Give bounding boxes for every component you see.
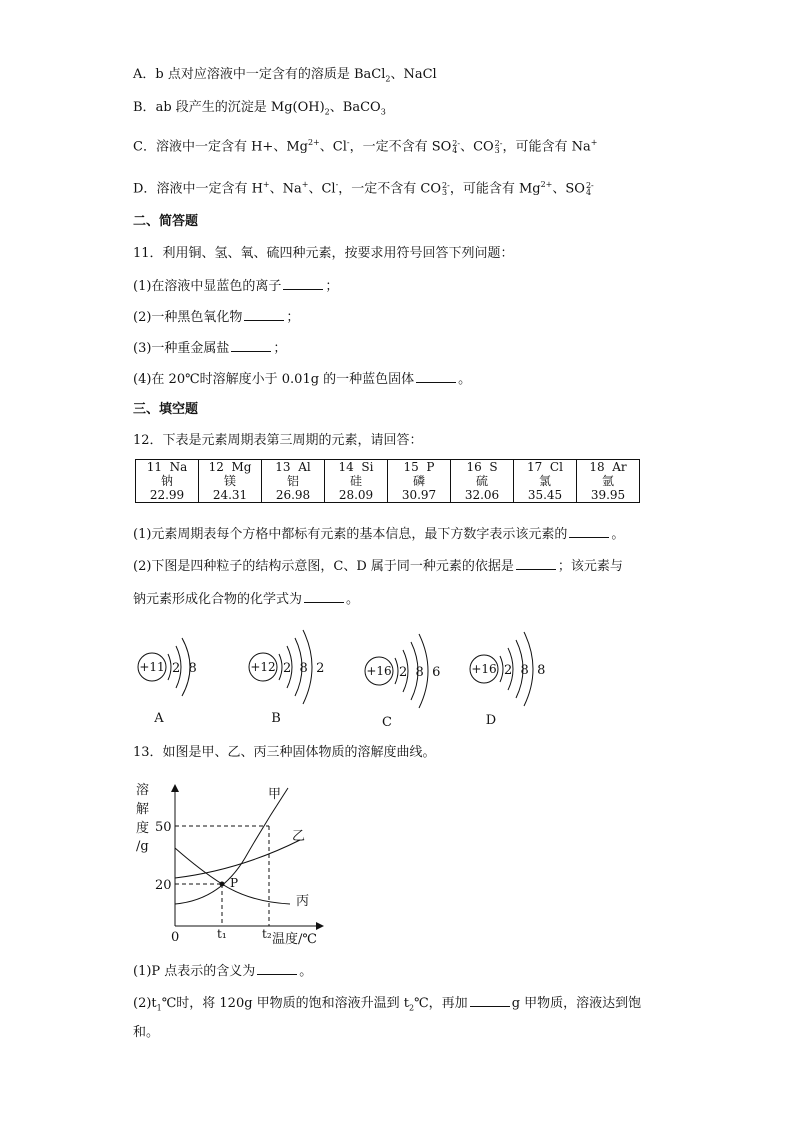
answer-blank[interactable] [283,276,323,290]
q13-part2 [133,993,641,1018]
option-c[interactable] [133,134,597,156]
element-name: 磷 [412,474,425,488]
electron-shell [500,656,503,682]
superscript: + [301,180,309,189]
punct: 。 [346,592,360,607]
option-b[interactable] [133,99,386,122]
x-axis-arrow [316,922,324,930]
option-c-mid3: 、CO [460,139,494,155]
y-label-char: 解 [136,802,150,817]
option-d[interactable] [133,176,594,198]
charge: 2- [494,138,503,148]
superscript: - [335,180,339,189]
x-axis-label: 温度/℃ [272,932,317,947]
y-tick-label: 20 [155,878,172,893]
option-b-label: B． [133,100,156,115]
solubility-chart [0,778,794,948]
q11-part1 [133,276,338,296]
option-d-label: D． [133,181,157,197]
subscript: 3 [442,187,448,197]
answer-blank[interactable] [257,961,297,975]
element-number-symbol: 18 Ar [589,460,627,474]
superscript: + [262,180,270,189]
charge: 2- [442,180,450,190]
answer-blank[interactable] [470,993,510,1007]
q11-stem: 11．利用铜、氢、氧、硫四种元素，按要求用符号回答下列问题： [133,246,514,261]
section-title-short-answer: 二、简答题 [133,214,199,229]
q13-stem: 13．如图是甲、乙、丙三种固体物质的溶解度曲线。 [133,745,436,760]
element-cell [325,460,388,503]
subscript: 3 [380,107,386,117]
q13-part1-text: (1)P 点表示的含义为 [133,964,256,979]
element-name: 钠 [160,474,173,488]
element-cell [199,460,262,503]
element-mass: 26.98 [275,488,311,502]
q11-part4-text: (4)在 20℃时溶解度小于 0.01g 的一种蓝色固体 [133,372,415,387]
element-name: 氯 [538,474,551,488]
q12-part2-text: (2)下图是四种粒子的结构示意图，C、D 属于同一种元素的依据是 [133,559,514,574]
option-a-rest: 、NaCl [390,67,437,82]
q13-part1 [133,961,312,981]
series-label-yi: 乙 [292,829,306,844]
q13-part2-mid2: ℃，再加 [414,996,468,1011]
element-cell [136,460,199,503]
subscript: 3 [494,145,500,155]
diagram-label: B [271,711,281,726]
punct: 。 [299,964,313,979]
nucleus-charge: +12 [250,660,276,674]
option-c-label: C． [133,139,156,155]
punct: ； [286,310,300,325]
punct: 。 [458,372,472,387]
atom-diagram-d [470,632,545,728]
subscript: 4 [452,145,458,155]
answer-blank[interactable] [244,307,284,321]
so4-ion-charge [586,182,594,196]
atom-diagram-b [249,630,324,726]
diagram-label: A [154,711,164,726]
option-d-mid5: 、SO [552,181,585,197]
punct: ； [273,341,287,356]
element-cell [514,460,577,503]
charge: 2- [585,180,594,190]
element-mass: 28.09 [338,488,374,502]
superscript: 2+ [540,180,553,189]
element-mass: 30.97 [401,488,437,502]
element-cell [451,460,514,503]
element-number-symbol: 13 Al [275,460,311,474]
series-label-bing: 丙 [296,894,310,909]
q11-part4 [133,369,471,389]
answer-blank[interactable] [304,589,344,603]
q12-part2-wrap [133,589,359,609]
element-number-symbol: 11 Na [146,460,188,474]
option-c-end: ，可能含有 Na [502,139,591,155]
option-d-text: 溶液中一定含有 H [156,181,263,197]
electron-counts: 2 8 2 [283,661,325,676]
series-label-jia: 甲 [268,787,282,802]
q13-part2-end: g 甲物质，溶液达到饱 [511,996,642,1011]
periodic-table-row [135,459,640,503]
element-mass: 32.06 [464,488,500,502]
electron-counts: 2 8 8 [504,663,546,678]
y-axis-label [136,782,149,854]
q12-part2-cont: ；该元素与 [557,559,623,574]
answer-blank[interactable] [231,338,271,352]
option-d-mid1: 、Na [269,181,302,197]
electron-shell [279,654,282,680]
q11-part2-text: (2)一种黑色氧化物 [133,310,243,325]
option-c-text: 溶液中一定含有 H+、Mg [155,139,308,155]
q12-part2b-text: 钠元素形成化合物的化学式为 [133,592,303,607]
element-mass: 35.45 [527,488,563,502]
section-title-fill-in: 三、填空题 [133,402,199,417]
q12-part2 [133,556,623,576]
nucleus-charge: +16 [471,662,497,676]
option-c-mid1: 、Cl [319,139,347,155]
element-name: 铝 [286,474,299,488]
diagram-label: C [382,715,392,730]
option-a-text: b 点对应溶液中一定含有的溶质是 BaCl [155,67,386,82]
so4-ion-charge [452,140,460,154]
q11-part2 [133,307,299,327]
option-a-label: A． [133,67,156,82]
q12-part1-text: (1)元素周期表每个方格中都标有元素的基本信息，最下方数字表示该元素的 [133,527,568,542]
option-d-mid3: ，一定不含有 CO [338,181,442,197]
x-tick-label: t₁ [217,927,227,941]
element-number-symbol: 15 P [403,460,435,474]
element-number-symbol: 12 Mg [208,460,252,474]
y-label-char: /g [136,839,149,854]
element-name: 硅 [349,474,362,488]
answer-blank[interactable] [516,556,556,570]
element-mass: 24.31 [212,488,248,502]
element-number-symbol: 17 Cl [527,460,563,474]
q12-stem: 12．下表是元素周期表第三周期的元素，请回答： [133,433,423,448]
option-c-mid2: ，一定不含有 SO [349,139,452,155]
electron-counts: 2 8 6 [399,665,441,680]
element-cell [577,460,640,503]
option-b-mid: 、BaCO [329,100,381,115]
intersection-point-p [220,882,225,887]
point-label: P [230,876,239,890]
q11-part3-text: (3)一种重金属盐 [133,341,230,356]
superscript: 2+ [307,138,320,147]
electron-shell [168,654,171,680]
superscript: - [346,138,350,147]
nucleus-charge: +16 [366,664,392,678]
punct: ； [325,279,339,294]
element-name: 硫 [475,474,488,488]
subscript: 2 [324,107,330,117]
y-label-char: 度 [136,821,150,836]
charge: 2- [452,138,461,148]
x-tick-label: t₂ [262,927,272,941]
electron-shell [395,658,398,684]
q13-part2-text: (2)t [133,996,157,1011]
element-mass: 39.95 [590,488,626,502]
answer-blank[interactable] [569,524,609,538]
diagram-label: D [485,713,497,728]
element-name: 镁 [223,474,236,488]
table-row [136,460,640,503]
element-name: 氩 [601,474,614,488]
element-cell [388,460,451,503]
subscript: 2 [409,1003,415,1013]
punct: 。 [611,527,625,542]
y-tick-label: 50 [155,820,172,835]
q13-part2-mid: ℃时，将 120g 甲物质的饱和溶液升温到 t [161,996,410,1011]
q11-part1-text: (1)在溶液中显蓝色的离子 [133,279,282,294]
element-cell [262,460,325,503]
nucleus-charge: +11 [139,660,165,674]
y-axis-arrow [171,784,179,792]
subscript: 1 [156,1003,162,1013]
option-a[interactable] [133,66,437,89]
option-b-text: ab 段产生的沉淀是 Mg(OH) [155,100,325,115]
element-number-symbol: 14 Si [338,460,374,474]
option-d-mid4: ，可能含有 Mg [449,181,541,197]
atom-diagram-a [138,638,197,726]
element-mass: 22.99 [149,488,185,502]
curve-yi [175,840,300,878]
superscript: + [590,138,598,147]
subscript: 4 [585,187,592,197]
q13-part2-wrap: 和。 [133,1025,160,1040]
subscript: 2 [385,74,391,84]
co3-ion-charge [442,182,450,196]
element-number-symbol: 16 S [466,460,498,474]
atom-structure-diagrams [0,620,794,730]
q11-part3 [133,338,286,358]
y-label-char: 溶 [136,783,150,798]
option-d-mid2: 、Cl [308,181,336,197]
atom-diagram-c [365,634,440,730]
origin-label: 0 [171,930,180,945]
answer-blank[interactable] [416,369,456,383]
q12-part1 [133,524,624,544]
electron-counts: 2 8 [172,661,197,676]
